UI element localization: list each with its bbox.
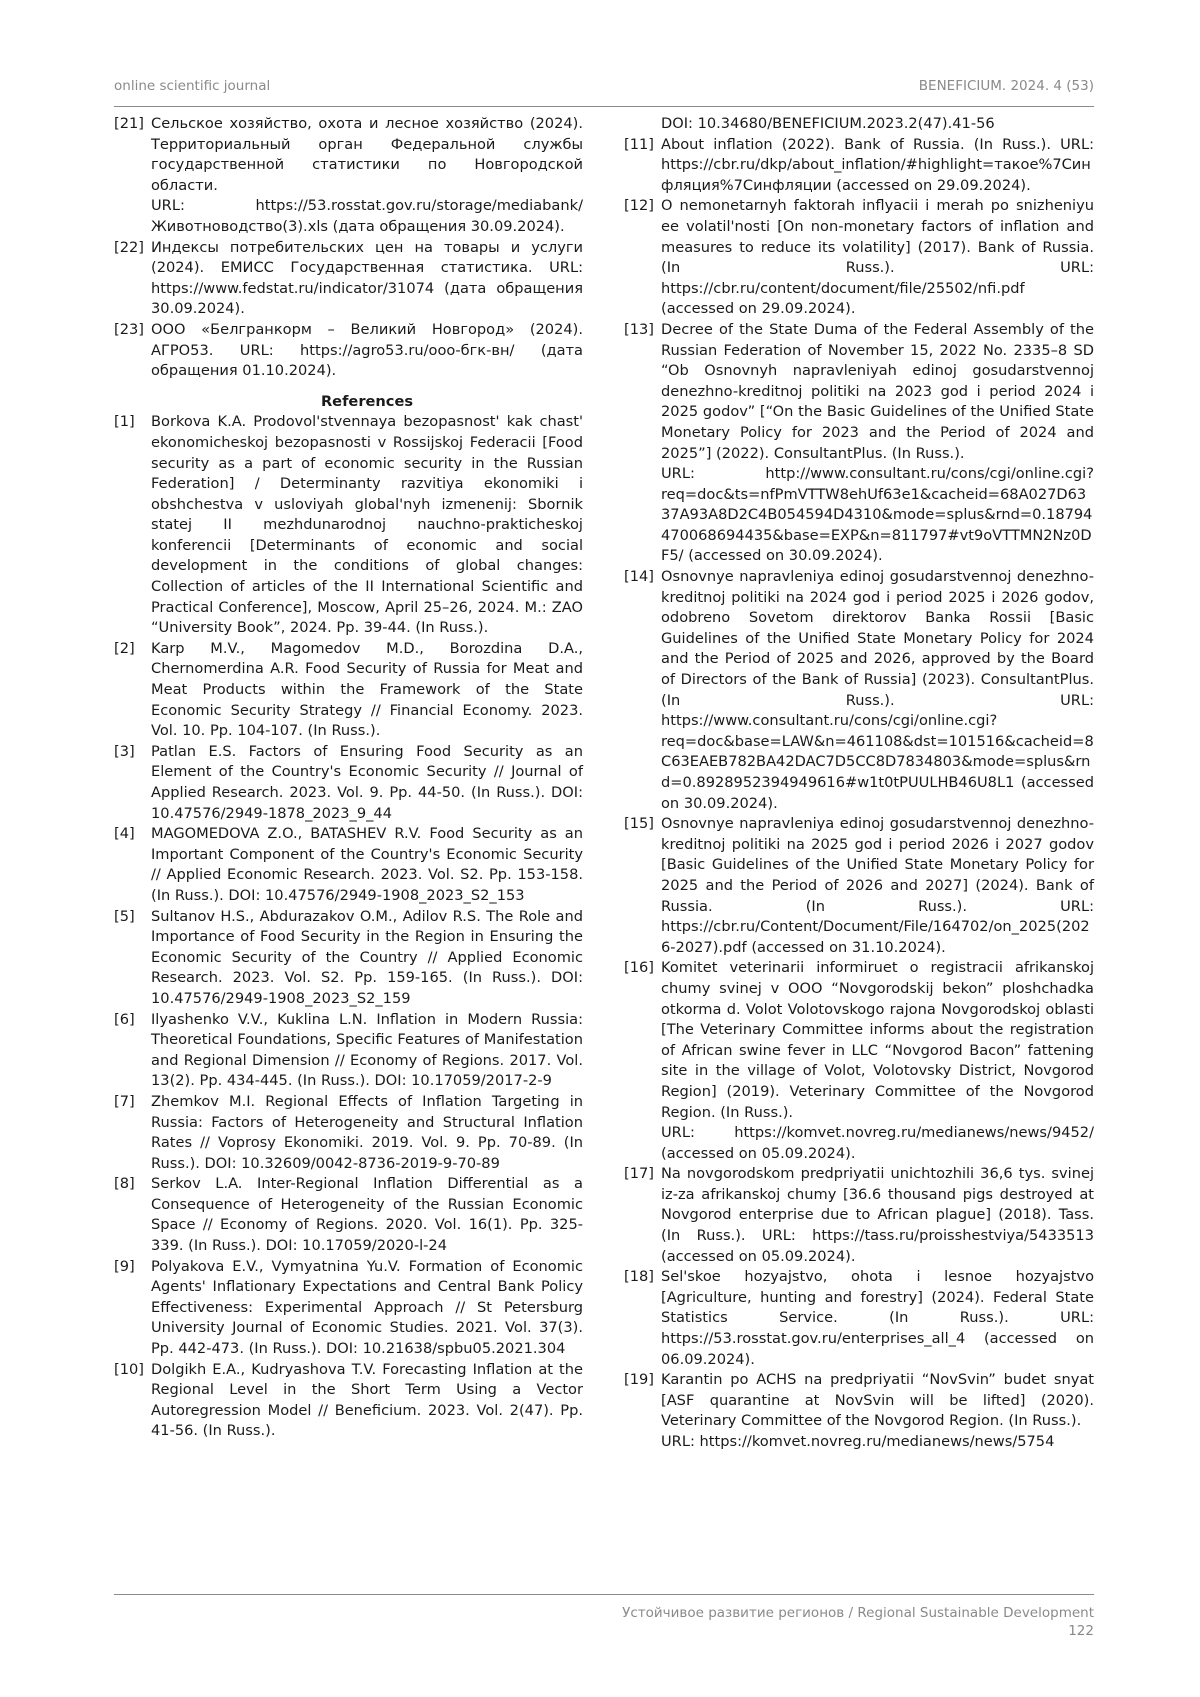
reference-text-line: Borkova K.A. Prodovol'stvennaya bezopasnost' kak chast' ekonomicheskoj bezopasnosti v Rossijskoj Federacii [Food security as a part of economic security in the Russian Federation] / Determinanty razvitiya ekonomiki i obshchestva v usloviyah global'nyh izmenenij: Sbornik statej II mezhdunarodnoj nauchno-prakticheskoj konferencii [Determinants of economic and social development in the conditions of global changes: Collection of articles of the II International Scientific and Practical Conference], Moscow, April 25–26, 2024. M.: ZAO “University Book”, 2024. Pp. 39-44. (In Russ.). — [151, 413, 583, 637]
reference-text-line: Dolgikh E.A., Kudryashova T.V. Forecasting Inflation at the Regional Level in the Short Term Using a Vector Autoregression Model // Beneficium. 2023. Vol. 2(47). Pp. 41-56. (In Russ.). — [151, 1360, 583, 1440]
reference-number: [4] — [114, 825, 135, 843]
reference-text-line: Sultanov H.S., Abdurazakov O.M., Adilov R.S. The Role and Importance of Food Security in the Region in Ensuring the Economic Security of the Country // Applied Economic Research. 2023. Vol. S2. Pp. 159-165. (In Russ.). DOI: 10.47576/2949-1908_2023_S2_159 — [151, 907, 583, 1007]
reference-text-line: URL: https://komvet.novreg.ru/medianews/news/9452/ (accessed on 05.09.2024). — [661, 1124, 1094, 1162]
reference-number: [5] — [114, 907, 135, 925]
page-number: 122 — [1068, 1623, 1094, 1639]
reference-text-line: Karantin po ACHS na predpriyatii “NovSvin” budet snyat [ASF quarantine at NovSvin will be lifted] (2020). Veterinary Committee of the Novgorod Region. (In Russ.). — [661, 1371, 1094, 1430]
footer-journal-title: Устойчивое развитие регионов / Regional Sustainable Development — [622, 1605, 1094, 1621]
reference-text-line: Osnovnye napravleniya edinoj gosudarstvennoj denezhno-kreditnoj politiki na 2025 god i period 2026 i 2027 godov [Basic Guidelines of the Unified State Monetary Policy for 2025 and the Period of 2026 and 2027] (2024). Bank of Russia. (In Russ.). URL: https://cbr.ru/Content/Document/File/164702/on_2025(2026-2027).pdf (accessed on 31.10.2024). — [661, 815, 1094, 956]
reference-number: [12] — [624, 197, 654, 215]
reference-text-line: URL: https://komvet.novreg.ru/medianews/news/5754 — [661, 1433, 1055, 1450]
reference-item — [114, 1092, 583, 1174]
reference-item — [114, 238, 583, 320]
reference-number: [2] — [114, 639, 135, 657]
reference-text-line: Индексы потребительских цен на товары и услуги (2024). ЕМИСС Государственная статистика. URL: https://www.fedstat.ru/indicator/31074 (дата обращения 30.09.2024). — [151, 238, 583, 318]
reference-number: [7] — [114, 1092, 135, 1110]
reference-item — [624, 320, 1094, 567]
reference-text — [151, 907, 583, 1010]
reference-item — [114, 824, 583, 906]
reference-text-line: ООО «Белгранкорм – Великий Новгород» (2024). АГРО53. URL: https://agro53.ru/ооо-бгк-вн/ (дата обращения 01.10.2024). — [151, 320, 583, 380]
reference-text — [151, 412, 583, 639]
reference-item — [114, 320, 583, 382]
reference-text-line: Komitet veterinarii informiruet o registracii afrikanskoj chumy svinej v OOO “Novgorodskij bekon” ploshchadka otkorma d. Volot Volotovskogo rajona Novgorodskoj oblasti [The Veterinary Committee informs about the registration of African swine fever in LLC “Novgorod Bacon” fattening site in the village of Volot, Volotovsky District, Novgorod Region] (2019). Veterinary Committee of the Novgorod Region. (In Russ.). — [661, 959, 1094, 1121]
reference-number: [19] — [624, 1371, 654, 1389]
reference-text — [661, 1267, 1094, 1370]
reference-item — [114, 1257, 583, 1360]
reference-item — [114, 1010, 583, 1092]
reference-text — [151, 1092, 583, 1174]
reference-item — [624, 196, 1094, 320]
reference-item — [624, 1267, 1094, 1370]
reference-text-line: Patlan E.S. Factors of Ensuring Food Security as an Element of the Country's Economic Security // Journal of Applied Research. 2023. Vol. 9. Pp. 44-50. (In Russ.). DOI: 10.47576/2949-1878_2023_9_44 — [151, 742, 583, 822]
reference-list-right — [624, 135, 1094, 1453]
reference-continuation: DOI: 10.34680/BENEFICIUM.2023.2(47).41-56 — [661, 115, 995, 132]
reference-number: [13] — [624, 320, 654, 338]
reference-text — [661, 320, 1094, 567]
reference-text-line: Polyakova E.V., Vymyatnina Yu.V. Formation of Economic Agents' Inflationary Expectations and Central Bank Policy Effectiveness: Experimental Approach // St Petersburg University Journal of Economic Studies. 2021. Vol. 37(3). Pp. 442-473. (In Russ.). DOI: 10.21638/spbu05.2021.304 — [151, 1257, 583, 1358]
reference-text-line: Decree of the State Duma of the Federal Assembly of the Russian Federation of November 15, 2022 No. 2335–8 SD “Ob Osnovnyh napravleniyah edinoj gosudarstvennoj denezhno-kreditnoj politiki na 2023 god i period 2024 i 2025 godov” [“On the Basic Guidelines of the Unified State Monetary Policy for 2023 and the Period of 2024 and 2025”] (2022). ConsultantPlus. (In Russ.). — [661, 320, 1094, 462]
reference-text — [151, 742, 583, 824]
reference-item — [624, 1370, 1094, 1452]
reference-item — [624, 135, 1094, 197]
reference-text-line: Karp M.V., Magomedov M.D., Borozdina D.A., Chernomerdina A.R. Food Security of Russia for Meat and Meat Products within the Framework of the State Economic Security Strategy // Financial Economy. 2023. Vol. 10. Pp. 104-107. (In Russ.). — [151, 639, 583, 740]
reference-text — [151, 114, 583, 238]
reference-text — [661, 958, 1094, 1164]
reference-text — [151, 824, 583, 906]
reference-item — [624, 567, 1094, 814]
references-heading: References — [320, 392, 414, 410]
reference-number: [3] — [114, 742, 135, 760]
page-header — [114, 78, 1094, 107]
reference-number: [15] — [624, 815, 654, 833]
reference-item — [114, 639, 583, 742]
reference-number: [22] — [114, 238, 144, 256]
reference-text-line: Сельское хозяйство, охота и лесное хозяйство (2024). Территориальный орган Федеральной службы государственной статистики по Новгородской области. — [151, 115, 583, 194]
reference-text — [151, 1360, 583, 1442]
page-footer — [114, 1594, 1094, 1640]
reference-text-line: Na novgorodskom predpriyatii unichtozhili 36,6 tys. svinej iz-za afrikanskoj chumy [36.6 thousand pigs destroyed at Novgorod enterprise due to African plague] (2018). Tass. (In Russ.). URL: https://tass.ru/proisshestviya/5433513 (accessed on 05.09.2024). — [661, 1165, 1094, 1265]
right-column — [624, 114, 1094, 1453]
reference-item — [114, 1360, 583, 1442]
reference-text-line: Serkov L.A. Inter-Regional Inflation Differential as a Consequence of Heterogeneity of the Russian Economic Space // Economy of Regions. 2020. Vol. 16(1). Pp. 325-339. (In Russ.). DOI: 10.17059/2020-l-24 — [151, 1175, 583, 1255]
reference-list-left — [114, 412, 583, 1442]
issue-label: BENEFICIUM. 2024. 4 (53) — [918, 78, 1094, 94]
reference-text — [661, 1370, 1094, 1452]
reference-number: [23] — [114, 320, 144, 338]
reference-text-line: About inflation (2022). Bank of Russia. (In Russ.). URL: https://cbr.ru/dkp/about_inflation/#highlight=такое%7Синфляция%7Синфляции (accessed on 29.09.2024). — [661, 135, 1094, 194]
reference-text — [151, 238, 583, 320]
left-column — [114, 114, 583, 1442]
reference-text — [151, 639, 583, 742]
reference-number: [16] — [624, 959, 654, 977]
reference-item — [114, 907, 583, 1010]
reference-item — [114, 742, 583, 824]
reference-text-line: Osnovnye napravleniya edinoj gosudarstvennoj denezhno-kreditnoj politiki na 2024 god i period 2025 i 2026 godov, odobreno Sovetom direktorov Banka Rossii [Basic Guidelines of the Unified State Monetary Policy for 2024 and the Period of 2025 and 2026, approved by the Board of Directors of the Bank of Russia] (2023). ConsultantPlus. (In Russ.). URL: https://www.consultant.ru/cons/cgi/online.cgi?req=doc&base=LAW&n=461108&dst=101516&cacheid=8C63EAEB782BA42DAC7D5CC8D7834803&mode=splus&rnd=0.8928952394949616#w1t0tPUULHB46U8L1 (accessed on 30.09.2024). — [661, 568, 1094, 812]
reference-number: [14] — [624, 568, 654, 586]
reference-text-line: MAGOMEDOVA Z.O., BATASHEV R.V. Food Security as an Important Component of the Country's Economic Security // Applied Economic Research. 2023. Vol. S2. Pp. 153-158. (In Russ.). DOI: 10.47576/2949-1908_2023_S2_153 — [151, 825, 583, 904]
reference-text-line: URL: https://53.rosstat.gov.ru/storage/mediabank/Животноводство(3).xls (дата обращения 30.09.2024). — [151, 197, 583, 235]
reference-text-line: Ilyashenko V.V., Kuklina L.N. Inflation in Modern Russia: Theoretical Foundations, Specific Features of Manifestation and Regional Dimension // Economy of Regions. 2017. Vol. 13(2). Pp. 434-445. (In Russ.). DOI: 10.17059/2017-2-9 — [151, 1010, 583, 1090]
reference-number: [10] — [114, 1360, 144, 1378]
reference-item — [114, 114, 583, 238]
reference-number: [6] — [114, 1010, 135, 1028]
russian-reference-list — [114, 114, 583, 382]
reference-number: [9] — [114, 1257, 135, 1275]
reference-item — [114, 1174, 583, 1256]
reference-text — [151, 1257, 583, 1360]
reference-item — [114, 412, 583, 639]
reference-text — [661, 1164, 1094, 1267]
reference-text-line: Zhemkov M.I. Regional Effects of Inflation Targeting in Russia: Factors of Heterogeneity and Structural Inflation Rates // Voprosy Ekonomiki. 2019. Vol. 9. Pp. 70-89. (In Russ.). DOI: 10.32609/0042-8736-2019-9-70-89 — [151, 1092, 583, 1172]
reference-number: [11] — [624, 135, 654, 153]
reference-text — [151, 320, 583, 382]
reference-text — [661, 196, 1094, 320]
journal-label: online scientific journal — [114, 78, 271, 94]
reference-item — [624, 814, 1094, 958]
reference-item — [624, 1164, 1094, 1267]
reference-text-line: O nemonetarnyh faktorah inflyacii i merah po snizheniyu ee volatil'nosti [On non-monetary factors of inflation and measures to reduce its volatility] (2017). Bank of Russia. (In Russ.). URL: https://cbr.ru/content/document/file/25502/nfi.pdf (accessed on 29.09.2024). — [661, 197, 1094, 318]
reference-number: [1] — [114, 413, 135, 431]
reference-item — [624, 958, 1094, 1164]
reference-number: [18] — [624, 1268, 654, 1286]
reference-number: [21] — [114, 115, 144, 132]
reference-text-line: URL: http://www.consultant.ru/cons/cgi/online.cgi?req=doc&ts=nfPmVTTW8ehUf63e1&cacheid=68A027D6337A93A8D2C4B054594D4310&mode=splus&rnd=0.18794470068694435&base=EXP&n=811797#vt9oVTTMN2Nz0DF5/ (accessed on 30.09.2024). — [661, 465, 1094, 565]
reference-number: [17] — [624, 1165, 654, 1183]
reference-number: [8] — [114, 1175, 135, 1193]
reference-text — [661, 814, 1094, 958]
reference-text — [661, 135, 1094, 197]
reference-text-line: Sel'skoe hozyajstvo, ohota i lesnoe hozyajstvo [Agriculture, hunting and forestry] (2024). Federal State Statistics Service. (In Russ.). URL: https://53.rosstat.gov.ru/enterprises_all_4 (accessed on 06.09.2024). — [661, 1268, 1094, 1368]
reference-text — [151, 1010, 583, 1092]
reference-text — [151, 1174, 583, 1256]
reference-text — [661, 567, 1094, 814]
